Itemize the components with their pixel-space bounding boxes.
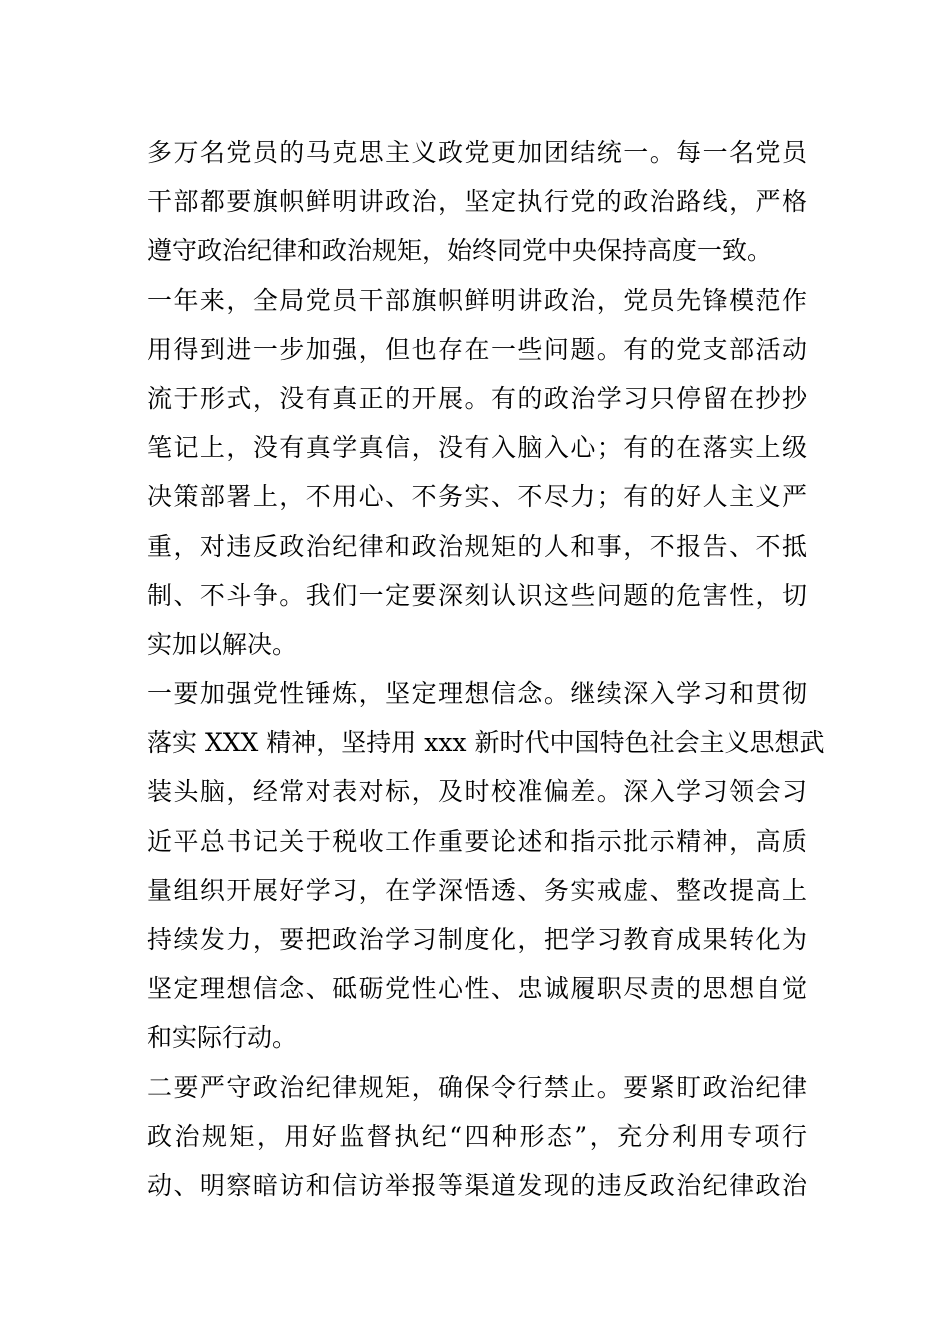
text-line: 坚定理想信念、砥砺党性心性、忠诚履职尽责的思想自觉 xyxy=(147,974,807,1004)
text-line: 二要严守政治纪律规矩，确保令行禁止。要紧盯政治纪律 xyxy=(147,1072,807,1102)
text-line: 一年来，全局党员干部旗帜鲜明讲政治，党员先锋模范作 xyxy=(147,285,807,315)
text-line: 实加以解决。 xyxy=(147,629,298,659)
text-line: 一要加强党性锤炼，坚定理想信念。继续深入学习和贯彻 xyxy=(147,679,807,709)
text-line: 决策部署上，不用心、不务实、不尽力；有的好人主义严 xyxy=(147,482,807,512)
text-line: 重，对违反政治纪律和政治规矩的人和事，不报告、不抵 xyxy=(147,531,807,561)
text-line: 落实 XXX 精神，坚持用 xxx 新时代中国特色社会主义思想武 xyxy=(147,728,825,758)
text-line: 和实际行动。 xyxy=(147,1023,298,1053)
text-line: 遵守政治纪律和政治规矩，始终同党中央保持高度一致。 xyxy=(147,236,773,266)
text-line: 笔记上，没有真学真信，没有入脑入心；有的在落实上级 xyxy=(147,433,807,463)
text-line: 装头脑，经常对表对标，及时校准偏差。深入学习领会习 xyxy=(147,777,807,807)
text-line: 流于形式，没有真正的开展。有的政治学习只停留在抄抄 xyxy=(147,383,807,413)
text-line: 制、不斗争。我们一定要深刻认识这些问题的危害性，切 xyxy=(147,580,807,610)
text-line: 动、明察暗访和信访举报等渠道发现的违反政治纪律政治 xyxy=(147,1170,807,1200)
text-line: 干部都要旗帜鲜明讲政治，坚定执行党的政治路线，严格 xyxy=(147,187,807,217)
text-line: 量组织开展好学习，在学深悟透、务实戒虚、整改提高上 xyxy=(147,875,807,905)
text-line: 用得到进一步加强，但也存在一些问题。有的党支部活动 xyxy=(147,334,807,364)
text-line: 近平总书记关于税收工作重要论述和指示批示精神，高质 xyxy=(147,826,807,856)
text-line: 多万名党员的马克思主义政党更加团结统一。每一名党员 xyxy=(147,138,807,167)
text-line: 政治规矩，用好监督执纪“四种形态”，充分利用专项行 xyxy=(147,1121,807,1151)
text-line: 持续发力，要把政治学习制度化，把学习教育成果转化为 xyxy=(147,925,807,954)
document-body xyxy=(147,128,825,1210)
